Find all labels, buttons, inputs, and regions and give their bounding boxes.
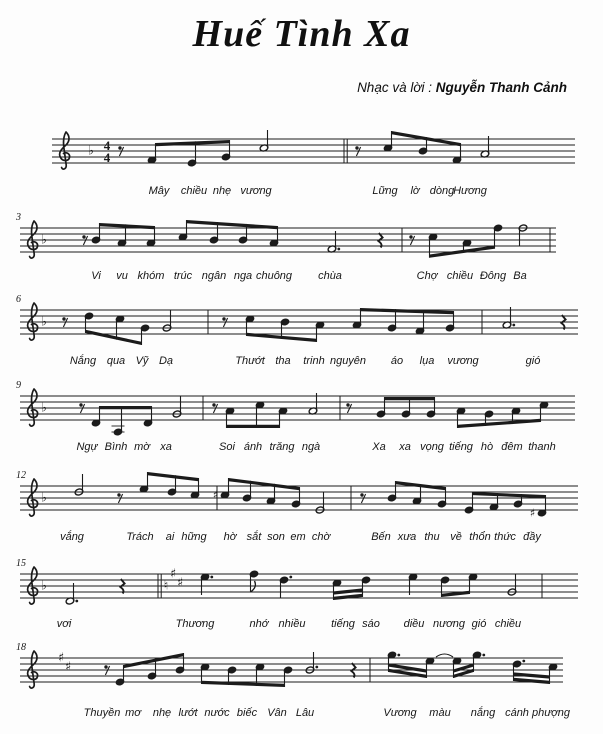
tie: [436, 654, 453, 657]
lyric-syllable: ai: [165, 531, 175, 543]
lyric-syllable: vơi: [56, 618, 72, 630]
beam: [385, 397, 435, 400]
lyric-syllable: thanh: [528, 441, 556, 453]
lyric-syllable: gió: [525, 355, 541, 367]
lyric-syllable: Xa: [372, 441, 386, 453]
lyric-syllable: vu: [116, 270, 128, 282]
lyric-syllable: thổn: [469, 531, 491, 543]
lyric-syllable: nguyên: [329, 355, 367, 367]
augmentation-dot: [482, 654, 485, 657]
key-signature-sharp-icon: ♯: [64, 658, 72, 674]
lyric-syllable: xa: [399, 441, 411, 453]
lyric-syllable: lụa: [419, 355, 435, 367]
lyric-syllable: gió: [471, 618, 487, 630]
lyric-syllable: vắng: [60, 531, 84, 543]
lyric-syllable: nắng: [470, 707, 496, 719]
key-signature-flat-icon: ♭: [41, 313, 47, 329]
beam: [124, 653, 184, 668]
lyric-syllable: Hương: [453, 185, 487, 197]
measure-number: 15: [16, 558, 26, 569]
lyric-syllable: chùa: [318, 270, 342, 282]
augmentation-dot: [75, 600, 78, 603]
lyric-syllable: xa: [160, 441, 172, 453]
lyric-syllable: vọng: [420, 441, 444, 453]
lyric-syllable: lướt: [178, 707, 198, 719]
composer-name: Nguyễn Thanh Cảnh: [435, 80, 567, 95]
lyric-syllable: về: [450, 531, 462, 543]
eighth-rest: [360, 493, 363, 496]
beam: [334, 594, 363, 600]
augmentation-dot: [289, 576, 292, 579]
lyric-syllable: Soi: [219, 441, 235, 453]
lyric-syllable: Dạ: [158, 355, 174, 367]
beam: [473, 492, 546, 498]
measure-number: 12: [16, 470, 26, 481]
lyric-syllable: biếc: [236, 707, 258, 719]
treble-clef-icon: [28, 567, 38, 604]
lyric-syllable: hững: [181, 531, 207, 543]
lyric-syllable: Vương: [383, 707, 417, 719]
lyric-syllable: hò: [480, 441, 494, 453]
accidental-sharp-icon: ♯: [529, 506, 536, 520]
lyric-syllable: ánh: [243, 441, 263, 453]
lyric-syllable: thu: [424, 531, 440, 543]
treble-clef-icon: [28, 303, 38, 340]
lyric-syllable: ngân: [201, 270, 227, 282]
key-signature-flat-icon: ♭: [88, 142, 94, 158]
key-signature-flat-icon: ♭: [41, 489, 47, 505]
key-signature-natural-icon: ♮: [163, 577, 169, 593]
lyric-syllable: chiều: [180, 185, 208, 197]
lyric-syllable: Vi: [91, 270, 101, 282]
eighth-rest: [409, 235, 412, 238]
lyric-syllable: tiếng: [449, 441, 473, 453]
lyric-syllable: nhẹ: [212, 185, 232, 197]
eighth-rest: [355, 146, 358, 149]
beam: [227, 425, 280, 428]
eighth-rest: [117, 493, 120, 496]
lyric-syllable: tha: [275, 355, 291, 367]
lyric-syllable: chờ: [311, 531, 331, 543]
beam: [100, 406, 152, 409]
lyric-syllable: trăng: [269, 441, 295, 453]
lyric-syllable: trúc: [173, 270, 193, 282]
lyric-syllable: Thuyền: [83, 707, 121, 719]
lyric-syllable: Đông: [479, 270, 507, 282]
lyric-syllable: Trách: [126, 531, 154, 543]
key-signature-sharp-icon: ♯: [176, 574, 184, 590]
treble-clef-icon: [28, 479, 38, 516]
lyric-syllable: chuông: [255, 270, 293, 282]
eighth-rest: [346, 403, 349, 406]
lyric-syllable: áo: [390, 355, 404, 367]
lyric-syllable: nước: [204, 707, 230, 719]
lyric-syllable: Bến: [371, 531, 391, 543]
lyric-syllable: diều: [403, 618, 425, 630]
augmentation-dot: [337, 248, 340, 251]
lyric-syllable: sắt: [246, 531, 262, 543]
lyric-syllable: son: [267, 531, 285, 543]
measure-number: 9: [16, 380, 21, 391]
lyric-syllable: màu: [429, 707, 451, 719]
key-signature-flat-icon: ♭: [41, 577, 47, 593]
beam: [86, 330, 142, 345]
accidental-sharp-icon: ♯: [212, 488, 219, 502]
eighth-rest: [79, 403, 82, 406]
lyric-syllable: tiếng: [331, 618, 355, 630]
lyric-syllable: đầy: [523, 531, 541, 543]
time-signature: 4: [103, 150, 111, 165]
lyric-syllable: nương: [433, 618, 465, 630]
lyric-syllable: Thướt: [235, 355, 265, 367]
measure-number: 18: [16, 642, 26, 653]
key-signature-flat-icon: ♭: [41, 399, 47, 415]
lyric-syllable: mờ: [134, 441, 150, 453]
lyric-syllable: khóm: [137, 270, 165, 282]
time-signature: 4: [103, 138, 111, 153]
key-signature-sharp-icon: ♯: [169, 565, 177, 581]
lyric-syllable: nga: [233, 270, 253, 282]
lyric-syllable: chiều: [494, 618, 522, 630]
lyric-syllable: Ba: [513, 270, 527, 282]
lyric-syllable: phượng: [531, 707, 571, 719]
lyric-syllable: đêm: [501, 441, 523, 453]
lyric-syllable: dòng: [429, 185, 455, 197]
eighth-rest: [82, 235, 85, 238]
lyric-syllable: mơ: [125, 707, 141, 719]
augmentation-dot: [397, 654, 400, 657]
eighth-rest: [118, 146, 121, 149]
beam: [514, 678, 550, 684]
lyric-syllable: lờ: [410, 185, 420, 197]
beam: [148, 472, 199, 481]
lyric-syllable: Chợ: [416, 270, 438, 282]
eighth-rest: [212, 403, 215, 406]
measure-number: 3: [16, 212, 21, 223]
lyric-syllable: trinh: [303, 355, 325, 367]
augmentation-dot: [522, 660, 525, 663]
eighth-rest: [222, 317, 225, 320]
beam: [514, 672, 550, 678]
eighth-flag: [251, 581, 256, 592]
lyric-syllable: Bình: [104, 441, 128, 453]
augmentation-dot: [315, 666, 318, 669]
lyric-syllable: hờ: [223, 531, 237, 543]
lyric-syllable: Mây: [148, 185, 170, 197]
beam: [229, 478, 300, 490]
measure-number: 6: [16, 294, 21, 305]
lyric-syllable: nhiều: [278, 618, 306, 630]
treble-clef-icon: [28, 389, 38, 426]
lyric-syllable: Vỹ: [135, 355, 149, 367]
augmentation-dot: [512, 324, 515, 327]
lyric-syllable: qua: [106, 355, 126, 367]
beam: [361, 308, 454, 314]
eighth-rest: [104, 665, 107, 668]
lyric-syllable: chiều: [446, 270, 474, 282]
lyric-syllable: Vân: [267, 707, 287, 719]
beam: [334, 588, 363, 594]
treble-clef-icon: [60, 132, 70, 169]
augmentation-dot: [210, 576, 213, 579]
key-signature-flat-icon: ♭: [41, 231, 47, 247]
treble-clef-icon: [28, 221, 38, 258]
treble-clef-icon: [28, 651, 38, 688]
lyric-syllable: Ngự: [76, 441, 98, 453]
lyric-syllable: nhẹ: [152, 707, 172, 719]
lyric-syllable: nhớ: [249, 618, 269, 630]
song-title: Huế Tình Xa: [192, 13, 411, 55]
lyric-syllable: Thương: [175, 618, 215, 630]
eighth-rest: [62, 317, 65, 320]
lyric-syllable: ngà: [301, 441, 321, 453]
lyric-syllable: Nắng: [69, 355, 97, 367]
credit-prefix: Nhạc và lời :: [357, 80, 436, 95]
lyric-syllable: Lững: [372, 185, 398, 197]
lyric-syllable: cánh: [505, 707, 529, 719]
lyric-syllable: xưa: [397, 531, 417, 543]
lyric-syllable: Lâu: [295, 707, 315, 719]
lyric-syllable: sáo: [362, 618, 380, 630]
key-signature-sharp-icon: ♯: [57, 649, 65, 665]
lyric-syllable: vương: [447, 355, 479, 367]
lyric-syllable: em: [290, 531, 306, 543]
lyric-syllable: vương: [240, 185, 272, 197]
lyric-syllable: thức: [494, 531, 516, 543]
